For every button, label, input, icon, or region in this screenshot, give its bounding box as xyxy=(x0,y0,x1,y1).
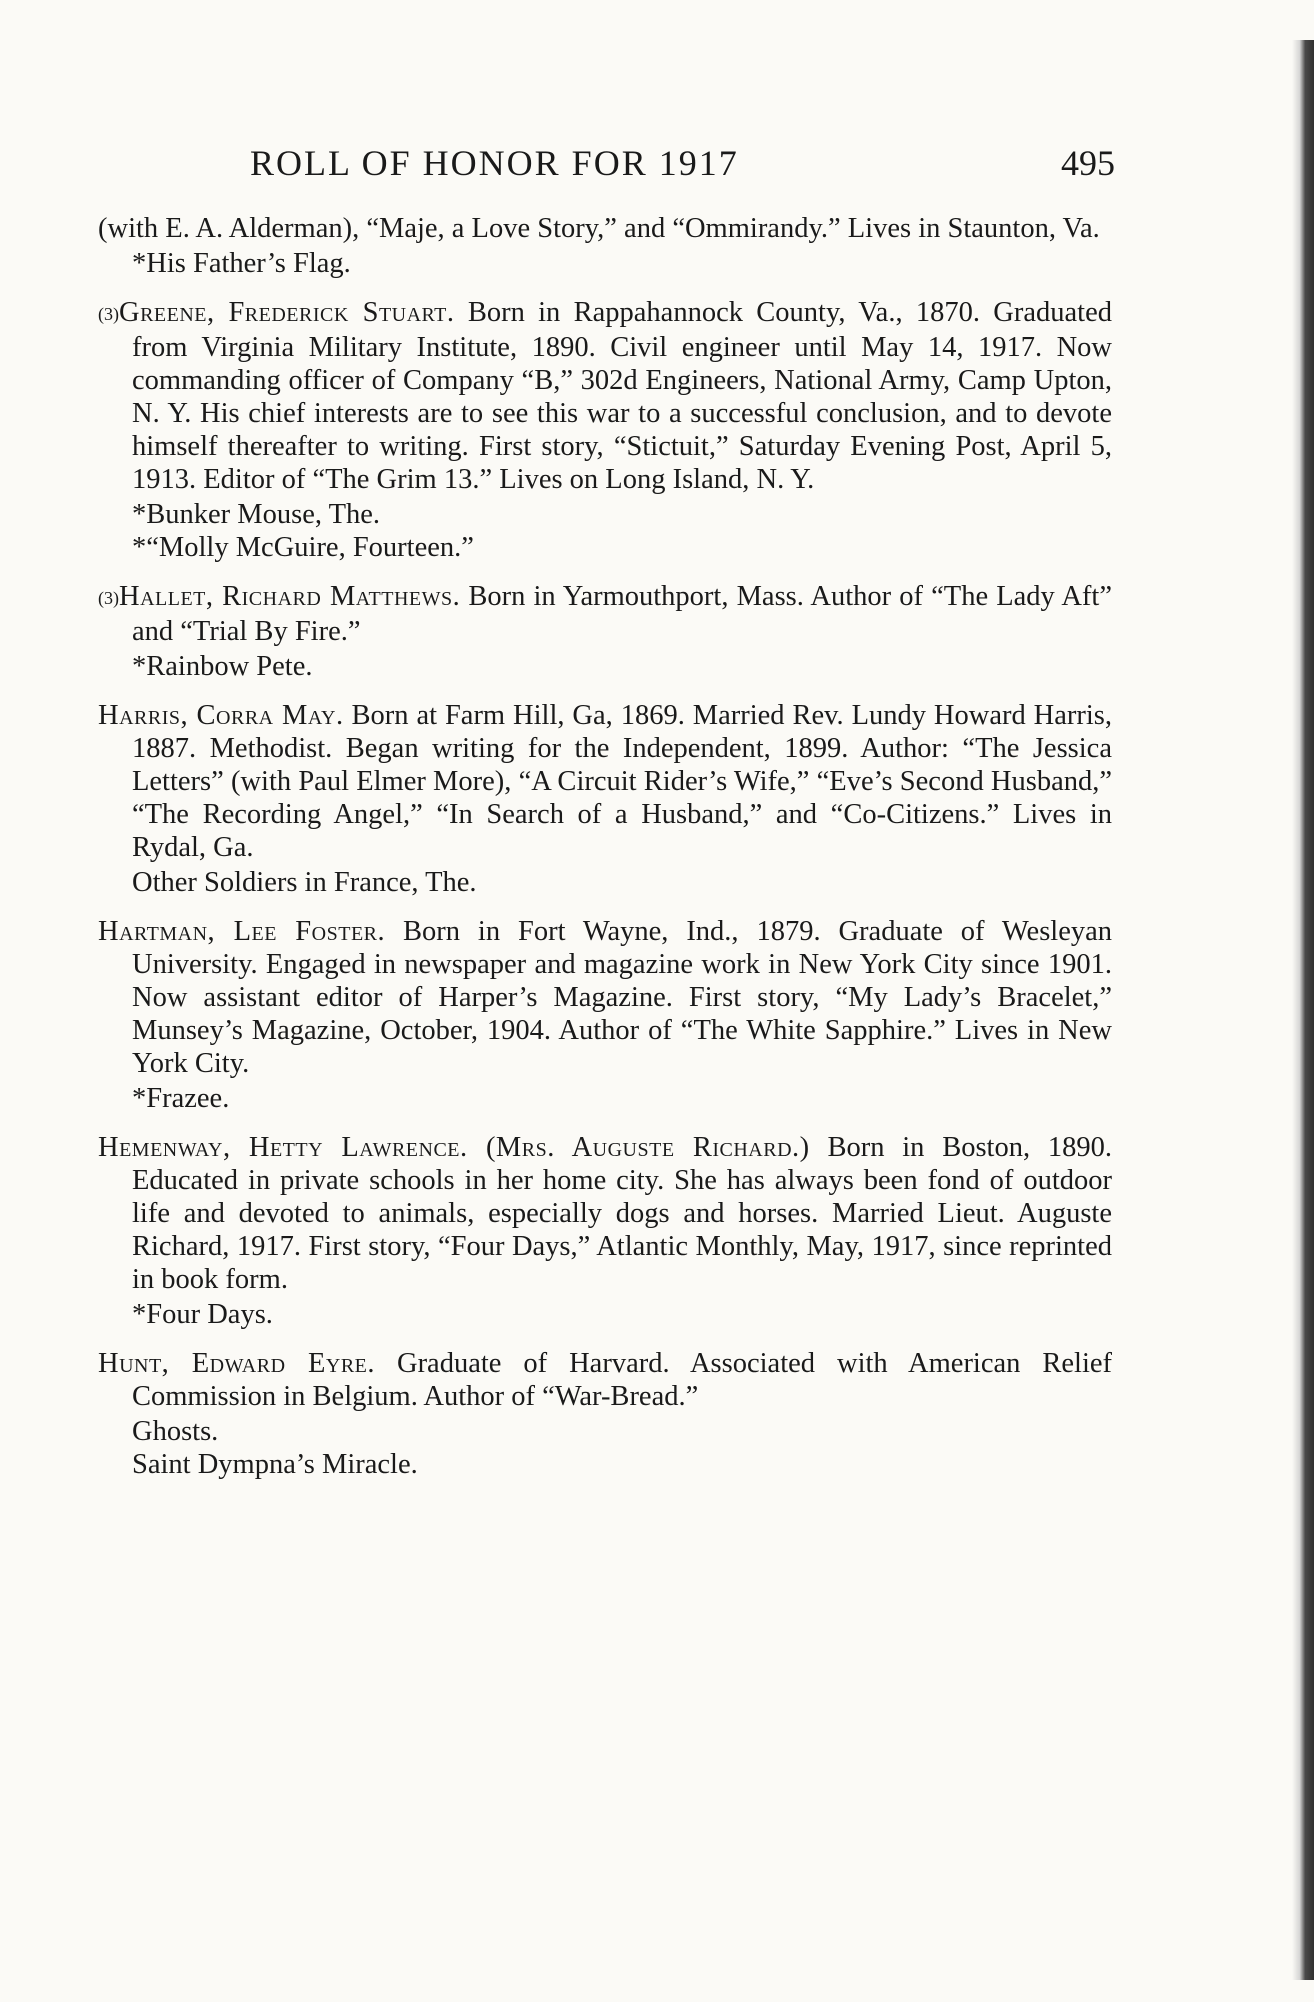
story-list xyxy=(98,1415,1112,1481)
story-list xyxy=(98,1082,1112,1115)
scan-edge-shadow xyxy=(1292,40,1314,1980)
author-name: Harris, Corra May. xyxy=(98,700,344,731)
author-name: Hartman, Lee Foster. xyxy=(98,916,386,947)
story-title: *Rainbow Pete. xyxy=(132,651,313,682)
story-title: Ghosts. xyxy=(132,1416,219,1447)
roll-of-honor-list xyxy=(98,212,1112,1497)
story-title: *His Father’s Flag. xyxy=(132,248,351,279)
entry-continuation xyxy=(98,212,1112,280)
page-header xyxy=(250,142,1115,192)
entry-hunt xyxy=(98,1347,1112,1481)
story-title: *Bunker Mouse, The. xyxy=(132,499,381,530)
story-title: *Frazee. xyxy=(132,1083,230,1114)
entry-bio: Hunt, Edward Eyre. Graduate of Harvard. Associated with American Relief Commission in Belgium. Author of “War-Bread.” xyxy=(98,1348,1112,1412)
entry-hallet xyxy=(98,580,1112,683)
entry-hemenway xyxy=(98,1131,1112,1331)
story-list xyxy=(98,247,1112,280)
entry-hartman xyxy=(98,915,1112,1115)
entry-harris xyxy=(98,699,1112,899)
author-name: Greene, Frederick Stuart. xyxy=(119,297,455,328)
entry-bio: Harris, Corra May. Born at Farm Hill, Ga, 1869. Married Rev. Lundy Howard Harris, 1887. Methodist. Began writing for the Independent, 1899. Author: “The Jessica Letters” (with Paul Elmer More), “A Circuit Rider’s Wife,” “Eve’s Second Husband,” “The Recording Angel,” “In Search of a Husband,” and “Co-Citizens.” Lives in Rydal, Ga. xyxy=(98,700,1113,863)
author-name: Hallet, Richard Matthews. xyxy=(119,581,461,612)
story-count-marker: (3) xyxy=(98,304,119,324)
entry-bio: Hartman, Lee Foster. Born in Fort Wayne, Ind., 1879. Graduate of Wesleyan University. Engaged in newspaper and magazine work in New York City since 1901. Now assistant editor of Harper’s Magazine. First story, “My Lady’s Bracelet,” Munsey’s Magazine, October, 1904. Author of “The White Sapphire.” Lives in New York City. xyxy=(98,916,1113,1079)
story-list xyxy=(98,498,1112,564)
story-list xyxy=(98,1298,1112,1331)
story-count-marker: (3) xyxy=(98,588,119,608)
entry-bio: Hemenway, Hetty Lawrence. (Mrs. Auguste Richard.) Born in Boston, 1890. Educated in private schools in her home city. She has always been fond of outdoor life and devoted to animals, especially dogs and horses. Married Lieut. Auguste Richard, 1917. First story, “Four Days,” Atlantic Monthly, May, 1917, since reprinted in book form. xyxy=(98,1132,1112,1295)
story-title: Other Soldiers in France, The. xyxy=(132,867,477,898)
story-title: *Four Days. xyxy=(132,1299,273,1330)
running-title: ROLL OF HONOR FOR 1917 xyxy=(250,143,739,183)
page-number: 495 xyxy=(1061,143,1115,183)
entry-bio: (with E. A. Alderman), “Maje, a Love Story,” and “Ommirandy.” Lives in Staunton, Va. xyxy=(98,213,1100,244)
entry-bio: (3)Greene, Frederick Stuart. Born in Rappahannock County, Va., 1870. Graduated from Virginia Military Institute, 1890. Civil engineer until May 14, 1917. Now commanding officer of Company “B,” 302d Engineers, National Army, Camp Upton, N. Y. His chief interests are to see this war to a successful conclusion, and to devote himself thereafter to writing. First story, “Stictuit,” Saturday Evening Post, April 5, 1913. Editor of “The Grim 13.” Lives on Long Island, N. Y. xyxy=(98,297,1112,495)
author-name: Hemenway, Hetty Lawrence. (Mrs. Auguste Richard.) xyxy=(98,1132,810,1163)
entry-bio: (3)Hallet, Richard Matthews. Born in Yarmouthport, Mass. Author of “The Lady Aft” and “Trial By Fire.” xyxy=(98,581,1112,647)
story-title: *“Molly McGuire, Fourteen.” xyxy=(132,532,474,563)
story-list xyxy=(98,866,1112,899)
entry-greene xyxy=(98,296,1112,564)
story-list xyxy=(98,650,1112,683)
story-title: Saint Dympna’s Miracle. xyxy=(132,1449,418,1480)
author-name: Hunt, Edward Eyre. xyxy=(98,1348,376,1379)
